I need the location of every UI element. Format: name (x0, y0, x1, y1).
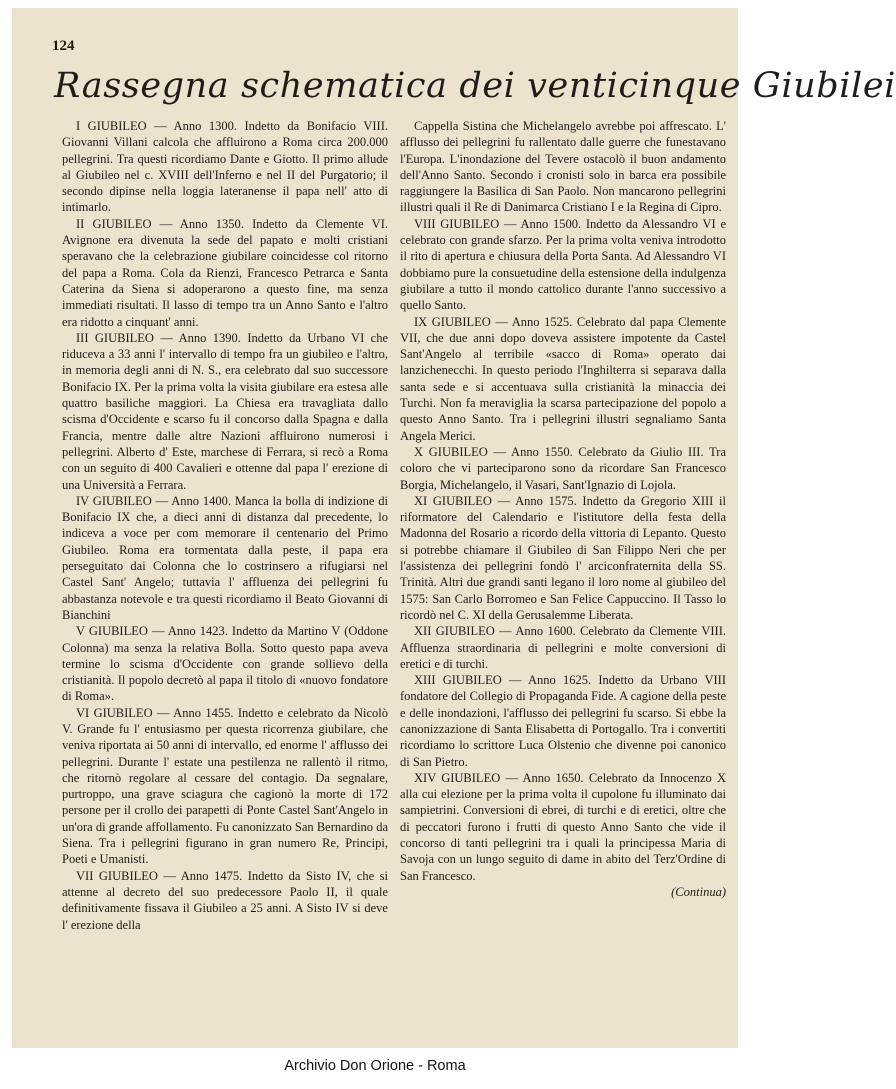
paragraph-giubileo-5: V GIUBILEO — Anno 1423. Indetto da Martino V (Oddone Colonna) ma senza la relativa Bolla. Sotto questo papa aveva termine lo scisma d'Occidente con grande sollievo della cristianità. Il popolo decretò al papa il titolo di «nuovo fondatore di Roma». (62, 624, 388, 704)
paragraph-giubileo-14: XIV GIUBILEO — Anno 1650. Celebrato da Innocenzo X alla cui elezione per la prima volta il cupolone fu illuminato dai sampietrini. Conversioni di ebrei, di turchi e di eretici, oltre che di peccatori furono i frutti di questo Anno Santo che vide il concorso di tanti pellegrini tra i quali la principessa Maria di Savoja con un lungo seguito di dame in abito del Terz'Ordine di San Francesco. (400, 770, 726, 883)
article-column-right (400, 118, 726, 1036)
paragraph-giubileo-11: XI GIUBILEO — Anno 1575. Indetto da Gregorio XIII il riformatore del Calendario e l'istitutore della festa della Madonna del Rosario a ricordo della vittoria di Lepanto. Questo si potrebbe chiamare il Giubileo di San Filippo Neri che per l'assistenza dei pellegrini fondò l' arciconfraternita della SS. Trinità. Altri due grandi santi legano il loro nome al giubileo del 1575: San Carlo Borromeo e San Felice Cappuccino. Il Tasso lo ricordò nel C. XI della Gerusalemme Liberata. (400, 493, 726, 622)
paragraph-giubileo-10: X GIUBILEO — Anno 1550. Celebrato da Giulio III. Tra coloro che vi parteciparono sono da ricordare San Francesco Borgia, Michelangelo, il Vasari, Sant'Ignazio di Lojola. (400, 444, 726, 492)
paragraph-giubileo-7-continued: Cappella Sistina che Michelangelo avrebbe poi affrescato. L' afflusso dei pellegrini fu rallentato dalle guerre che funestavano l'Europa. L'inondazione del Tevere ostacolò il buon andamento dell'Anno Santo. Secondo i cronisti solo in barca era possibile raggiungere la Basilica di San Paolo. Non mancarono pellegrini illustri quali il Re di Danimarca Cristiano I e la Regina di Cipro. (400, 119, 726, 215)
article-column-left (62, 118, 388, 1036)
magazine-page (12, 8, 896, 1048)
page-number: 124 (52, 38, 75, 54)
paragraph-giubileo-1: I GIUBILEO — Anno 1300. Indetto da Bonifacio VIII. Giovanni Villani calcola che affluirono a Roma circa 200.000 pellegrini. Tra questi ricordiamo Dante e Giotto. Il primo allude al Giubileo nel c. XVIII dell'Inferno e nel II del Purgatorio; il secondo dipinse nella loggia lateranense il papa nell' atto di intimarlo. (62, 119, 388, 215)
paragraph-giubileo-3: III GIUBILEO — Anno 1390. Indetto da Urbano VI che riduceva a 33 anni l' intervallo di tempo fra un giubileo e l'altro, in memoria degli anni di N. S., era celebrato dal suo successore Bonifacio IX. Per la prima volta la visita giubilare era estesa alle quattro basiliche maggiori. La Chiesa era travagliata dallo scisma d'Occidente e scarso fu il concorso dalla Spagna e dalla Francia, mentre dalle altre Nazioni affluirono numerosi i pellegrini. Alberto d' Este, marchese di Ferrara, si recò a Roma con un seguito di 400 Cavalieri e ottenne dal papa l' erezione di una Università a Ferrara. (62, 330, 388, 492)
paragraph-giubileo-2: II GIUBILEO — Anno 1350. Indetto da Clemente VI. Avignone era divenuta la sede del papato e molti cristiani speravano che la celebrazione giubilare coincidesse col ritorno del papa a Roma. Cola da Rienzi, Francesco Petrarca e Santa Caterina da Siena si adoperarono a questo fine, ma senza immediati risultati. Il lasso di tempo tra un Anno Santo e l'altro era ridotto a cinquant' anni. (62, 216, 388, 329)
paragraph-giubileo-6: VI GIUBILEO — Anno 1455. Indetto e celebrato da Nicolò V. Grande fu l' entusiasmo per questa ricorrenza giubilare, che veniva riportata ai 50 anni di intervallo, ed enorme l' afflusso dei pellegrini. Durante l' estate una pestilenza ne rallentò il ritmo, che ritornò regolare al cessare del contagio. Da segnalare, purtroppo, una grave sciagura che cagionò la morte di 172 persone per il crollo dei parapetti di Ponte Castel Sant'Angelo in un'ora di grande affollamento. Fu canonizzato San Bernardino da Siena. Tra i pellegrini figurano in gran numero Re, Principi, Poeti e Umanisti. (62, 705, 388, 867)
continued-label: (Continua) (671, 884, 726, 899)
paragraph-giubileo-12: XII GIUBILEO — Anno 1600. Celebrato da Clemente VIII. Affluenza straordinaria di pellegrini e molte conversioni di eretici e di turchi. (400, 624, 726, 671)
page-title: Rassegna schematica dei venticinque Giubilei (54, 66, 896, 106)
paragraph-giubileo-9: IX GIUBILEO — Anno 1525. Celebrato dal papa Clemente VII, che due anni dopo doveva assistere impotente da Castel Sant'Angelo al terribile «sacco di Roma» operato dai lanzichenecchi. In questo periodo l'Inghilterra si separava dalla santa sede e si accentuava sulla cristianità la minaccia dei Turchi. Non fa meraviglia la scarsa partecipazione del popolo a questo Anno Santo. Tra i pellegrini illustri segnaliamo Santa Angela Merici. (400, 314, 726, 443)
paragraph-giubileo-4: IV GIUBILEO — Anno 1400. Manca la bolla di indizione di Bonifacio IX che, a dieci anni di distanza dal precedente, lo indiceva a voce per com memorare il centenario del Primo Giubileo. Roma era tormentata dalla peste, il papa era perseguitato dai Colonna che lo costrinsero a rifugiarsi nel Castel Sant' Angelo; tuttavia l' affluenza dei pellegrini fu abbastanza notevole e tra questi ricordiamo il Beato Giovanni di Bianchini (62, 493, 388, 622)
archive-footer-label: Archivio Don Orione - Roma (284, 1058, 466, 1074)
paragraph-giubileo-7: VII GIUBILEO — Anno 1475. Indetto da Sisto IV, che si attenne al decreto del suo predecessore Paolo II, il quale definitivamente fissava il Giubileo a 25 anni. A Sisto IV si deve l' erezione della (62, 868, 388, 932)
paragraph-giubileo-13: XIII GIUBILEO — Anno 1625. Indetto da Urbano VIII fondatore del Collegio di Propaganda Fide. A cagione della peste e delle inondazioni, l'afflusso dei pellegrini fu scarso. Si ebbe la canonizzazione di Santa Elisabetta di Portogallo. Tra i convertiti ricordiamo lo scrittore Luca Olstenio che divenne poi canonico di San Pietro. (400, 673, 726, 769)
paragraph-giubileo-8: VIII GIUBILEO — Anno 1500. Indetto da Alessandro VI e celebrato con grande sfarzo. Per la prima volta veniva introdotto il rito di apertura e chiusura della Porta Santa. Ad Alessandro VI dobbiamo pure la consuetudine della estensione della indulgenza giubilare a tutto il mondo cattolico durante l'anno successivo a quello Santo. (400, 216, 726, 313)
